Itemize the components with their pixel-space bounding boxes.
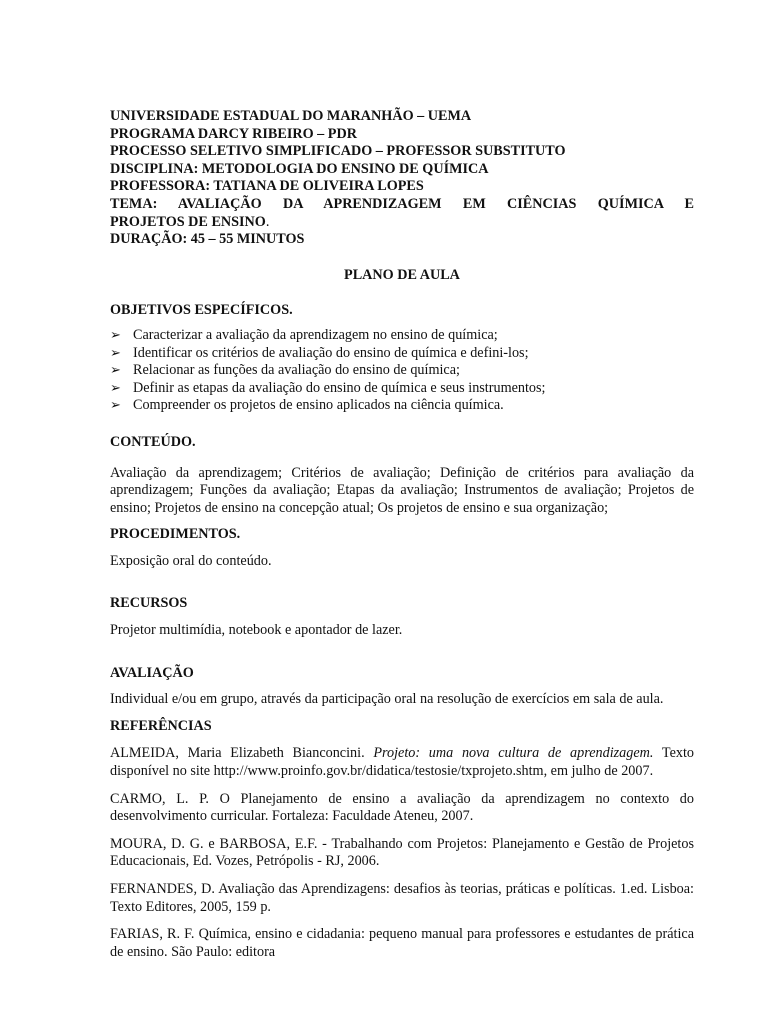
evaluation-heading: AVALIAÇÃO	[110, 664, 194, 681]
process-line: PROCESSO SELETIVO SIMPLIFICADO – PROFESSOR SUBSTITUTO	[110, 143, 566, 160]
content-heading: CONTEÚDO.	[110, 433, 196, 450]
objective-item	[110, 397, 694, 415]
content-section	[110, 434, 694, 517]
reference-author: ALMEIDA, Maria Elizabeth Bianconcini.	[110, 745, 374, 762]
discipline-line: DISCIPLINA: METODOLOGIA DO ENSINO DE QUÍMICA	[110, 160, 489, 177]
procedures-heading: PROCEDIMENTOS.	[110, 526, 241, 543]
theme-line-2-text: PROJETOS DE ENSINO	[110, 213, 266, 230]
procedures-text: Exposição oral do conteúdo.	[110, 552, 272, 569]
professor-line: PROFESSORA: TATIANA DE OLIVEIRA LOPES	[110, 178, 424, 195]
arrow-bullet-icon: ➢	[110, 363, 121, 379]
references-section	[110, 718, 694, 962]
objective-text: Compreender os projetos de ensino aplicados na ciência química.	[133, 397, 504, 414]
objective-item	[110, 362, 694, 380]
theme-line-1: TEMA: AVALIAÇÃO DA APRENDIZAGEM EM CIÊNCIAS QUÍMICA E	[110, 195, 694, 212]
resources-heading: RECURSOS	[110, 595, 188, 612]
references-heading: REFERÊNCIAS	[110, 717, 212, 734]
arrow-bullet-icon: ➢	[110, 345, 121, 361]
objectives-list	[110, 327, 694, 415]
objective-item	[110, 380, 694, 398]
resources-section	[110, 595, 694, 639]
arrow-bullet-icon: ➢	[110, 398, 121, 414]
program-line: PROGRAMA DARCY RIBEIRO – PDR	[110, 125, 357, 142]
plan-title: PLANO DE AULA	[344, 266, 460, 283]
reference-rest: Texto disponível no site http://www.proinfo.gov.br/didatica/testosie/txprojeto.shtm, em julho de 2007.	[110, 745, 694, 780]
objective-item	[110, 327, 694, 345]
arrow-bullet-icon: ➢	[110, 380, 121, 396]
reference-item	[110, 745, 694, 780]
theme-period: .	[265, 213, 270, 230]
objectives-section	[110, 302, 694, 415]
content-text: Avaliação da aprendizagem; Critérios de avaliação; Definição de critérios para avaliação da aprendizagem; Funções da avaliação; Etapas da avaliação; Instrumentos de avaliação; Projetos de ensino; Projetos de ensino na concepção atual; Os projetos de ensino e sua organização;	[110, 464, 694, 516]
evaluation-section	[110, 665, 694, 709]
objective-item	[110, 345, 694, 363]
reference-item: CARMO, L. P. O Planejamento de ensino a avaliação da aprendizagem no contexto do desenvolvimento curricular. Fortaleza: Faculdade Ateneu, 2007.	[110, 790, 694, 825]
reference-item: MOURA, D. G. e BARBOSA, E.F. - Trabalhando com Projetos: Planejamento e Gestão de Projetos Educacionais, Ed. Vozes, Petrópolis - RJ, 2006.	[110, 835, 694, 870]
reference-title: Projeto: uma nova cultura de aprendizagem.	[373, 745, 654, 762]
evaluation-text: Individual e/ou em grupo, através da participação oral na resolução de exercícios em sala de aula.	[110, 691, 664, 708]
reference-item: FERNANDES, D. Avaliação das Aprendizagens: desafios às teorias, práticas e políticas. 1.ed. Lisboa: Texto Editores, 2005, 159 p.	[110, 881, 694, 915]
university-line: UNIVERSIDADE ESTADUAL DO MARANHÃO – UEMA	[110, 108, 472, 124]
document-header	[110, 108, 694, 249]
duration-line: DURAÇÃO: 45 – 55 MINUTOS	[110, 231, 305, 248]
arrow-bullet-icon: ➢	[110, 327, 121, 343]
reference-item: FARIAS, R. F. Química, ensino e cidadania: pequeno manual para professores e estudantes de prática de ensino. São Paulo: editora	[110, 926, 694, 960]
objective-text: Relacionar as funções da avaliação do ensino de química;	[133, 362, 460, 379]
procedures-section	[110, 526, 694, 570]
resources-text: Projetor multimídia, notebook e apontador de lazer.	[110, 622, 403, 639]
objectives-heading: OBJETIVOS ESPECÍFICOS.	[110, 302, 293, 319]
objective-text: Identificar os critérios de avaliação do ensino de química e defini-los;	[133, 344, 529, 361]
objective-text: Caracterizar a avaliação da aprendizagem no ensino de química;	[133, 326, 498, 343]
theme-line-2	[110, 214, 694, 232]
objective-text: Definir as etapas da avaliação do ensino de química e seus instrumentos;	[133, 379, 546, 396]
